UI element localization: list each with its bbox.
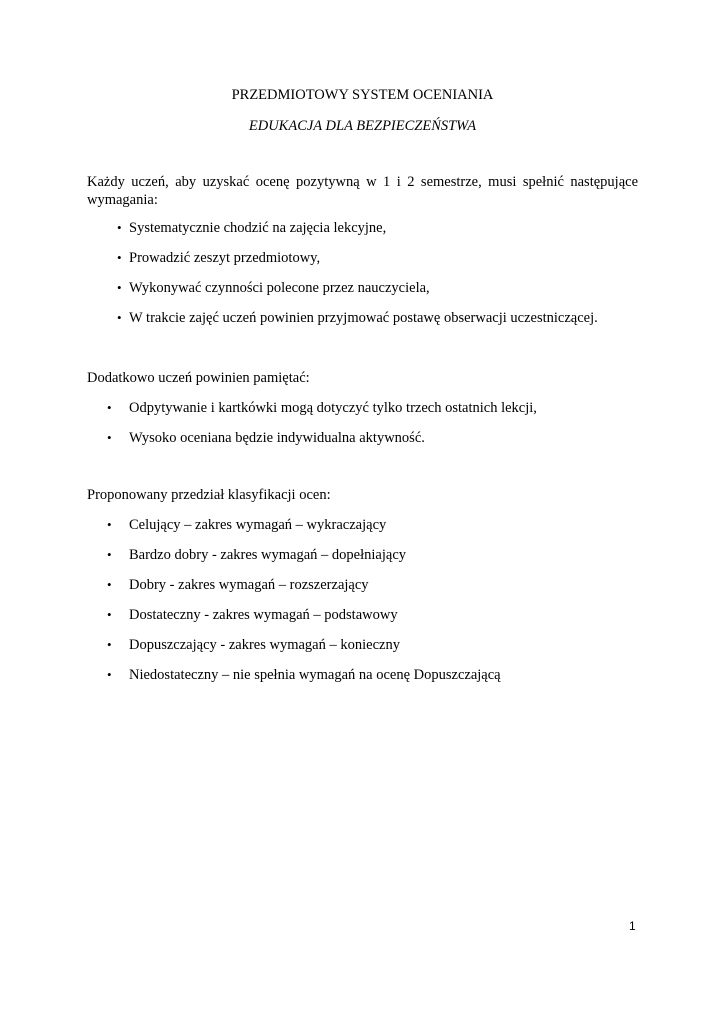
bullet-icon: •	[107, 667, 112, 682]
bullet-icon: •	[107, 430, 112, 445]
bullet-icon: •	[107, 577, 112, 592]
list-item-text: Niedostateczny – nie spełnia wymagań na ocenę Dopuszczającą	[129, 667, 501, 683]
bullet-icon: •	[107, 607, 112, 622]
bullet-icon: •	[107, 637, 112, 652]
bullet-icon: •	[107, 547, 112, 562]
intro-paragraph: Każdy uczeń, aby uzyskać ocenę pozytywną w 1 i 2 semestrze, musi spełnić następujące wymagania:	[87, 174, 638, 208]
bullet-icon: •	[107, 400, 112, 415]
grades-heading: Proponowany przedział klasyfikacji ocen:	[87, 487, 331, 503]
list-item-text: Wykonywać czynności polecone przez nauczyciela,	[129, 280, 430, 296]
list-item-text: Odpytywanie i kartkówki mogą dotyczyć tylko trzech ostatnich lekcji,	[129, 400, 537, 416]
additional-heading: Dodatkowo uczeń powinien pamiętać:	[87, 370, 310, 386]
list-item-text: W trakcie zajęć uczeń powinien przyjmować postawę obserwacji uczestniczącej.	[129, 310, 598, 326]
list-item-text: Dobry - zakres wymagań – rozszerzający	[129, 577, 369, 593]
list-item-text: Wysoko oceniana będzie indywidualna aktywność.	[129, 430, 425, 446]
list-item-text: Prowadzić zeszyt przedmiotowy,	[129, 250, 321, 266]
page-number: 1	[629, 919, 636, 933]
list-item-text: Systematycznie chodzić na zajęcia lekcyjne,	[129, 220, 387, 236]
list-item-text: Celujący – zakres wymagań – wykraczający	[129, 517, 387, 533]
document-title: PRZEDMIOTOWY SYSTEM OCENIANIA	[231, 87, 494, 103]
list-item-text: Bardzo dobry - zakres wymagań – dopełniający	[129, 547, 407, 563]
bullet-icon: •	[117, 310, 122, 325]
document-subtitle: EDUKACJA DLA BEZPIECZEŃSTWA	[248, 118, 477, 134]
bullet-icon: •	[117, 280, 122, 295]
bullet-icon: •	[107, 517, 112, 532]
list-item-text: Dostateczny - zakres wymagań – podstawowy	[129, 607, 398, 623]
bullet-icon: •	[117, 250, 122, 265]
bullet-icon: •	[117, 220, 122, 235]
list-item-text: Dopuszczający - zakres wymagań – konieczny	[129, 637, 400, 653]
